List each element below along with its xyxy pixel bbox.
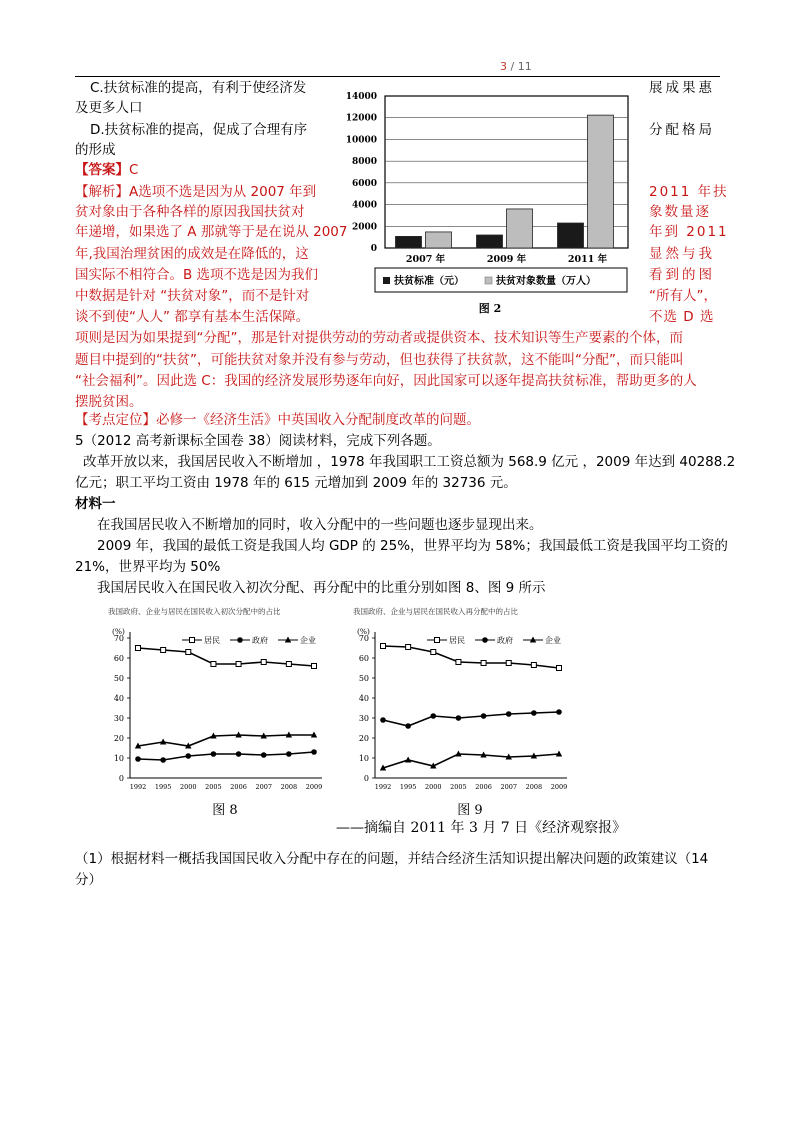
data-point [531, 710, 537, 716]
question-title: 5（2012 高考新课标全国卷 38）阅读材料，完成下列各题。 [75, 433, 441, 449]
figure-caption: 图 8 [212, 803, 238, 818]
bar [426, 232, 452, 248]
analysis-row-left: 中数据是针对 “扶贫对象”，而不是针对 [75, 288, 310, 304]
legend-label: 政府 [497, 636, 513, 645]
y-tick-label: 0 [363, 774, 369, 783]
legend-label: 政府 [252, 636, 268, 645]
data-point [430, 713, 436, 719]
paragraph: 21%，世界平均为 50% [75, 559, 221, 575]
data-point [431, 650, 436, 655]
x-tick-label: 2005 [205, 783, 222, 791]
unit-label: (%) [357, 627, 370, 636]
legend-marker [482, 637, 488, 643]
data-point [481, 713, 487, 719]
data-point [556, 709, 562, 715]
page-current: 3 [500, 60, 507, 73]
x-tick-label: 2011 年 [567, 254, 608, 265]
y-tick-label: 6000 [351, 178, 377, 189]
y-tick-label: 10 [358, 754, 369, 763]
unit-label: (%) [112, 627, 125, 636]
legend-label: 居民 [204, 636, 220, 645]
bar [558, 223, 584, 248]
answer-label: 【答案】 [75, 162, 129, 178]
chart-title: 我国政府、企业与居民在国民收入再分配中的占比 [353, 607, 518, 616]
y-tick-label: 2000 [351, 222, 377, 233]
x-tick-label: 2008 [525, 783, 543, 791]
y-tick-label: 0 [370, 244, 377, 254]
y-tick-label: 30 [358, 714, 369, 723]
data-point [261, 752, 267, 758]
kaodian: 【考点定位】必修一《经济生活》中英国收入分配制度改革的问题。 [75, 412, 480, 428]
analysis-row-right: 看到的图 [649, 267, 715, 283]
analysis-row-right: 2011 年扶 [649, 184, 729, 200]
data-point [481, 661, 486, 666]
x-tick-label: 2007 年 [405, 254, 446, 265]
legend-label: 扶贫对象数量（万人） [496, 276, 596, 287]
material-label: 材料一 [75, 496, 116, 512]
analysis-row-right: 年到 2011 [649, 224, 729, 240]
bar [477, 235, 503, 248]
analysis-line: “社会福利”。因此选 C：我国的经济发展形势逐年向好，因此国家可以逐年提高扶贫标准，帮助更多的人 [75, 373, 697, 389]
bar-chart [340, 88, 640, 327]
analysis-row-right: 不选 D 选 [649, 309, 715, 325]
data-point [312, 664, 317, 669]
page-number [500, 60, 532, 73]
legend-marker [237, 637, 243, 643]
bar [507, 209, 533, 248]
answer [75, 160, 138, 180]
y-tick-label: 60 [113, 654, 124, 663]
x-tick-label: 2000 [180, 783, 197, 791]
line-chart-fig9-svg [345, 600, 585, 830]
legend-swatch [383, 277, 390, 284]
legend-swatch [485, 277, 492, 284]
y-tick-label: 4000 [351, 200, 377, 211]
legend-marker [435, 638, 440, 643]
data-point [185, 753, 191, 759]
figure-caption: 图 2 [478, 302, 502, 315]
option-c-right: 展成果惠 [649, 80, 715, 96]
data-point [405, 757, 411, 763]
data-point [456, 715, 462, 721]
analysis-row-right: 象数量逐 [649, 204, 711, 220]
y-tick-label: 70 [358, 634, 369, 643]
x-tick-label: 2006 [230, 783, 247, 791]
paragraph: 在我国居民收入不断增加的同时，收入分配中的一些问题也逐步显现出来。 [97, 517, 543, 533]
data-point [211, 751, 217, 757]
option-d-right: 分配格局 [649, 122, 715, 138]
y-tick-label: 10000 [345, 135, 377, 146]
line-chart-fig8-svg [100, 600, 340, 830]
line-chart-fig8 [100, 600, 340, 834]
source-note: ——摘编自 2011 年 3 月 7 日《经济观察报》 [336, 820, 627, 836]
data-point [160, 739, 166, 745]
paragraph: 我国居民收入在国民收入初次分配、再分配中的比重分别如图 8、图 9 所示 [97, 580, 546, 596]
data-point [381, 644, 386, 649]
data-point [286, 662, 291, 667]
chart-title: 我国政府、企业与居民在国民收入初次分配中的占比 [108, 607, 281, 616]
analysis-row-left: 贫对象由于各种各样的原因我国扶贫对 [75, 204, 305, 220]
y-tick-label: 70 [113, 634, 124, 643]
option-d-left: D.扶贫标准的提高，促成了合理有序 [90, 122, 308, 138]
page-sep: / [507, 60, 518, 73]
y-tick-label: 30 [113, 714, 124, 723]
x-tick-label: 2007 [255, 783, 272, 791]
data-point [286, 751, 292, 757]
data-point [161, 648, 166, 653]
data-point [406, 645, 411, 650]
y-tick-label: 40 [358, 694, 369, 703]
x-tick-label: 2009 [550, 783, 568, 791]
y-tick-label: 14000 [345, 92, 377, 102]
data-point [160, 757, 166, 763]
analysis-line: 项则是因为如果提到“分配”，那是针对提供劳动的劳动者或提供资本、技术知识等生产要素的个体，而 [75, 330, 683, 346]
question-1: （1）根据材料一概括我国国民收入分配中存在的问题，并结合经济生活知识提出解决问题的政策建议（14 [75, 851, 709, 867]
legend-label: 居民 [449, 636, 465, 645]
answer-value: C [129, 162, 139, 178]
data-point [557, 666, 562, 671]
x-tick-label: 2007 [500, 783, 517, 791]
data-point [311, 749, 317, 755]
bar [588, 115, 614, 248]
y-tick-label: 60 [358, 654, 369, 663]
y-tick-label: 40 [113, 694, 124, 703]
x-tick-label: 2000 [425, 783, 442, 791]
x-tick-label: 2006 [475, 783, 492, 791]
y-tick-label: 20 [358, 734, 369, 743]
analysis-row-left: 国实际不相符合。B 选项不选是因为我们 [75, 267, 319, 283]
question-1-cont: 分） [75, 872, 102, 888]
y-tick-label: 12000 [345, 113, 377, 124]
x-tick-label: 2009 [305, 783, 323, 791]
y-tick-label: 20 [113, 734, 124, 743]
paragraph: 亿元；职工平均工资由 1978 年的 615 元增加到 2009 年的 32736 元。 [75, 475, 517, 491]
x-tick-label: 1995 [154, 783, 172, 791]
y-tick-label: 10 [113, 754, 124, 763]
analysis-row-left: 【解析】A选项不选是因为从 2007 年到 [75, 184, 317, 200]
analysis-line: 题目中提到的“扶贫”，可能扶贫对象并没有参与劳动，但也获得了扶贫款，这不能叫“分配”，而只能叫 [75, 352, 684, 368]
x-tick-label: 2005 [450, 783, 467, 791]
legend-marker [190, 638, 195, 643]
line-chart-fig9 [345, 600, 585, 834]
figure-caption: 图 9 [457, 803, 483, 818]
legend-label: 扶贫标准（元） [394, 276, 464, 287]
data-point [186, 650, 191, 655]
analysis-row-left: 年递增，如果选了 A 那就等于是在说从 2007 [75, 224, 348, 240]
data-point [531, 663, 536, 668]
bar-chart-svg [340, 88, 640, 323]
x-tick-label: 1992 [129, 783, 147, 791]
y-tick-label: 50 [113, 674, 124, 683]
page-total: 11 [517, 60, 532, 73]
data-point [380, 717, 386, 723]
data-point [211, 662, 216, 667]
y-tick-label: 8000 [351, 157, 377, 168]
data-point [261, 660, 266, 665]
data-point [135, 756, 141, 762]
data-point [236, 662, 241, 667]
option-c-cont: 及更多人口 [75, 100, 143, 116]
option-c-left: C.扶贫标准的提高，有利于使经济发 [90, 80, 307, 96]
x-tick-label: 2008 [280, 783, 298, 791]
x-tick-label: 1995 [399, 783, 417, 791]
paragraph: 改革开放以来，我国居民收入不断增加 ，1978 年我国职工工资总额为 568.9 亿元 ，2009 年达到 40288.2 [83, 454, 736, 470]
legend-label: 企业 [300, 636, 316, 645]
data-point [405, 723, 411, 729]
legend-label: 企业 [545, 636, 561, 645]
x-tick-label: 1992 [374, 783, 392, 791]
data-point [236, 751, 242, 757]
y-tick-label: 0 [118, 774, 124, 783]
x-tick-label: 2009 年 [486, 254, 527, 265]
data-point [136, 646, 141, 651]
data-point [506, 711, 512, 717]
option-d-cont: 的形成 [75, 142, 116, 158]
header-rule [75, 76, 720, 77]
bar [396, 236, 422, 248]
analysis-row-left: 谈不到使“人人” 都享有基本生活保障。 [75, 309, 310, 325]
analysis-line: 摆脱贫困。 [75, 394, 143, 410]
data-point [456, 660, 461, 665]
analysis-row-right: “所有人”， [649, 288, 717, 304]
paragraph: 2009 年，我国的最低工资是我国人均 GDP 的 25%，世界平均为 58%；我国最低工资是我国平均工资的 [97, 538, 728, 554]
y-tick-label: 50 [358, 674, 369, 683]
analysis-row-right: 显然与我 [649, 246, 715, 262]
analysis-row-left: 年,我国治理贫困的成效是在降低的，这 [75, 246, 309, 262]
data-point [506, 661, 511, 666]
